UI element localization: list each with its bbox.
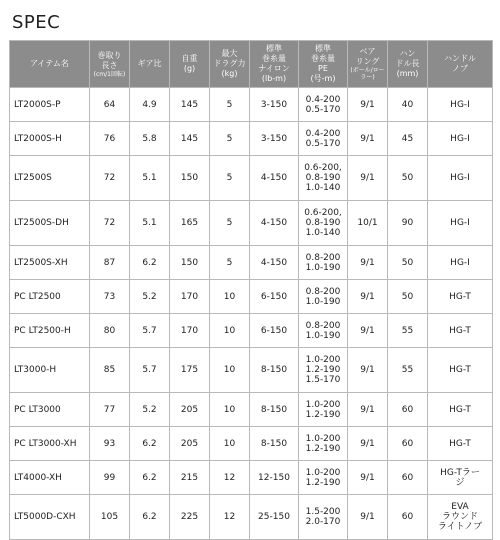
header-text: (kg) (221, 69, 238, 78)
gear-ratio-cell: 6.2 (130, 495, 170, 540)
pe-cell (299, 156, 348, 201)
handle-length-cell: 60 (388, 495, 428, 540)
header-unit: (ボール/ローラー) (350, 67, 385, 81)
cell-line: 0.5-170 (305, 104, 341, 115)
handle-length-cell: 50 (388, 246, 428, 280)
bearing-cell: 9/1 (348, 393, 388, 427)
retrieve-cell: 80 (90, 314, 130, 348)
nylon-cell: 8-150 (250, 393, 299, 427)
knob-cell (428, 201, 493, 246)
header-text: ハンドル (444, 54, 476, 63)
cell-line: 0.6-200, (304, 163, 342, 173)
bearing-cell: 9/1 (348, 122, 388, 156)
bearing-cell: 9/1 (348, 88, 388, 122)
pe-cell (299, 495, 348, 540)
bearing-cell: 9/1 (348, 461, 388, 495)
header-weight (170, 41, 210, 88)
item-name-cell: PC LT3000-XH (10, 427, 90, 461)
weight-cell: 205 (170, 393, 210, 427)
table-row (10, 393, 493, 427)
cell-line: 1.0-200 (305, 355, 341, 365)
header-handle-knob (428, 41, 493, 88)
drag-cell: 12 (210, 461, 250, 495)
drag-cell: 5 (210, 88, 250, 122)
cell-line: 1.0-200 (305, 399, 341, 410)
retrieve-cell: 99 (90, 461, 130, 495)
gear-ratio-cell: 5.2 (130, 280, 170, 314)
header-text: ドル長 (395, 59, 420, 68)
table-row (10, 88, 493, 122)
spec-body (10, 88, 493, 540)
header-text: 最大 (221, 49, 238, 58)
knob-cell (428, 280, 493, 314)
cell-line: 0.4-200 (305, 94, 341, 105)
cell-line: 1.0-190 (305, 296, 341, 307)
bearing-cell: 9/1 (348, 348, 388, 393)
header-text: (号-m) (310, 74, 336, 83)
header-text: (g) (183, 64, 196, 73)
nylon-cell: 6-150 (250, 314, 299, 348)
header-pe-capacity (299, 41, 348, 88)
header-text: ギア比 (137, 59, 162, 68)
header-text: 標準 (315, 44, 331, 53)
cell-line: 0.8-190 (305, 218, 341, 228)
item-name-cell: LT5000D-CXH (10, 495, 90, 540)
cell-line: HG-I (450, 218, 470, 228)
header-nylon-capacity (250, 41, 299, 88)
drag-cell: 10 (210, 314, 250, 348)
handle-length-cell: 50 (388, 156, 428, 201)
knob-cell (428, 393, 493, 427)
header-text: ナイロン (258, 64, 290, 73)
cell-line: HG-I (450, 133, 470, 144)
cell-line: 1.0-200 (305, 467, 341, 478)
retrieve-cell: 72 (90, 156, 130, 201)
cell-line: 1.0-190 (305, 262, 341, 273)
pe-cell (299, 461, 348, 495)
weight-cell: 150 (170, 246, 210, 280)
drag-cell: 10 (210, 427, 250, 461)
table-row (10, 201, 493, 246)
drag-cell: 10 (210, 280, 250, 314)
spec-table (9, 40, 493, 540)
nylon-cell: 3-150 (250, 88, 299, 122)
knob-cell (428, 495, 493, 540)
header-item-name (10, 41, 90, 88)
handle-length-cell: 60 (388, 427, 428, 461)
header-text: アイテム名 (30, 59, 69, 68)
item-name-cell: PC LT2500-H (10, 314, 90, 348)
nylon-cell: 8-150 (250, 427, 299, 461)
handle-length-cell: 55 (388, 314, 428, 348)
cell-line: HG-T (449, 291, 471, 302)
gear-ratio-cell: 5.7 (130, 348, 170, 393)
table-row (10, 427, 493, 461)
cell-line: HG-T (449, 325, 471, 336)
gear-ratio-cell: 5.8 (130, 122, 170, 156)
retrieve-cell: 76 (90, 122, 130, 156)
cell-line: 1.2-190 (305, 365, 341, 375)
gear-ratio-cell: 6.2 (130, 461, 170, 495)
cell-line: 0.6-200, (304, 208, 342, 218)
bearing-cell: 9/1 (348, 280, 388, 314)
header-retrieve-length (90, 41, 130, 88)
retrieve-cell: 77 (90, 393, 130, 427)
handle-length-cell: 60 (388, 393, 428, 427)
gear-ratio-cell: 5.1 (130, 201, 170, 246)
retrieve-cell: 105 (90, 495, 130, 540)
cell-line: 1.2-190 (305, 409, 341, 420)
pe-cell (299, 201, 348, 246)
pe-cell (299, 393, 348, 427)
header-text: ドラグ力 (213, 59, 246, 68)
handle-length-cell: 90 (388, 201, 428, 246)
retrieve-cell: 87 (90, 246, 130, 280)
header-text: 長さ (101, 60, 118, 70)
weight-cell: 205 (170, 427, 210, 461)
header-text: 巻糸量 (262, 54, 286, 63)
cell-line: ライトノブ (437, 522, 483, 532)
pe-cell (299, 314, 348, 348)
nylon-cell: 25-150 (250, 495, 299, 540)
cell-line: HG-T (449, 438, 471, 449)
bearing-cell: 9/1 (348, 314, 388, 348)
header-row (10, 41, 493, 88)
gear-ratio-cell: 5.1 (130, 156, 170, 201)
cell-line: 1.5-170 (305, 375, 341, 385)
cell-line: 0.4-200 (305, 128, 341, 139)
handle-length-cell: 60 (388, 461, 428, 495)
cell-line: HG-T (449, 404, 471, 415)
item-name-cell: LT2000S-H (10, 122, 90, 156)
gear-ratio-cell: 6.2 (130, 246, 170, 280)
item-name-cell: LT4000-XH (10, 461, 90, 495)
pe-cell (299, 348, 348, 393)
bearing-cell: 9/1 (348, 427, 388, 461)
nylon-cell: 4-150 (250, 156, 299, 201)
gear-ratio-cell: 4.9 (130, 88, 170, 122)
item-name-cell: LT3000-H (10, 348, 90, 393)
cell-line: 1.0-190 (305, 330, 341, 341)
cell-line: 1.2-190 (305, 443, 341, 454)
pe-cell (299, 88, 348, 122)
gear-ratio-cell: 5.2 (130, 393, 170, 427)
drag-cell: 10 (210, 348, 250, 393)
nylon-cell: 4-150 (250, 246, 299, 280)
weight-cell: 225 (170, 495, 210, 540)
nylon-cell: 6-150 (250, 280, 299, 314)
item-name-cell: LT2500S-DH (10, 201, 90, 246)
cell-line: HG-Tラー (440, 467, 480, 478)
retrieve-cell: 85 (90, 348, 130, 393)
knob-cell (428, 246, 493, 280)
bearing-cell: 10/1 (348, 201, 388, 246)
header-bearing (348, 41, 388, 88)
header-text: 自重 (181, 54, 198, 63)
knob-cell (428, 314, 493, 348)
knob-cell (428, 122, 493, 156)
cell-line: 1.5-200 (305, 507, 341, 517)
cell-line: 0.8-190 (305, 173, 341, 183)
handle-length-cell: 50 (388, 280, 428, 314)
weight-cell: 175 (170, 348, 210, 393)
nylon-cell: 4-150 (250, 201, 299, 246)
item-name-cell: LT2000S-P (10, 88, 90, 122)
bearing-cell: 9/1 (348, 246, 388, 280)
handle-length-cell: 55 (388, 348, 428, 393)
handle-length-cell: 40 (388, 88, 428, 122)
table-row (10, 314, 493, 348)
pe-cell (299, 280, 348, 314)
gear-ratio-cell: 6.2 (130, 427, 170, 461)
weight-cell: 170 (170, 314, 210, 348)
retrieve-cell: 72 (90, 201, 130, 246)
gear-ratio-cell: 5.7 (130, 314, 170, 348)
header-text: ベア (359, 47, 376, 56)
bearing-cell: 9/1 (348, 495, 388, 540)
header-text: ノブ (452, 64, 468, 73)
cell-line: 1.2-190 (305, 477, 341, 488)
pe-cell (299, 246, 348, 280)
cell-line: 0.8-200 (305, 252, 341, 263)
header-text: 標準 (266, 44, 282, 53)
table-row (10, 280, 493, 314)
header-text: (mm) (396, 69, 419, 78)
nylon-cell: 12-150 (250, 461, 299, 495)
cell-line: HG-T (449, 365, 471, 375)
weight-cell: 165 (170, 201, 210, 246)
cell-line: 0.8-200 (305, 320, 341, 331)
pe-cell (299, 427, 348, 461)
header-text: PE (318, 64, 328, 73)
table-row (10, 156, 493, 201)
knob-cell (428, 156, 493, 201)
table-row (10, 348, 493, 393)
cell-line: 1.0-140 (305, 183, 341, 193)
retrieve-cell: 93 (90, 427, 130, 461)
knob-cell (428, 348, 493, 393)
bearing-cell: 9/1 (348, 156, 388, 201)
knob-cell (428, 427, 493, 461)
drag-cell: 5 (210, 122, 250, 156)
header-max-drag (210, 41, 250, 88)
weight-cell: 150 (170, 156, 210, 201)
knob-cell (428, 461, 493, 495)
weight-cell: 170 (170, 280, 210, 314)
drag-cell: 5 (210, 246, 250, 280)
item-name-cell: LT2500S (10, 156, 90, 201)
item-name-cell: PC LT3000 (10, 393, 90, 427)
pe-cell (299, 122, 348, 156)
header-gear-ratio (130, 41, 170, 88)
header-handle-length (388, 41, 428, 88)
table-row (10, 246, 493, 280)
cell-line: EVA (451, 502, 469, 512)
header-unit: (cm/1回転) (93, 70, 126, 78)
header-text: 巻糸量 (311, 54, 335, 63)
cell-line: 0.8-200 (305, 286, 341, 297)
cell-line: HG-I (450, 257, 470, 268)
header-text: (lb-m) (261, 74, 287, 83)
cell-line: 0.5-170 (305, 138, 341, 149)
nylon-cell: 8-150 (250, 348, 299, 393)
cell-line: 2.0-170 (305, 517, 341, 527)
item-name-cell: PC LT2500 (10, 280, 90, 314)
cell-line: HG-I (450, 173, 470, 183)
weight-cell: 145 (170, 88, 210, 122)
header-text: ハン (399, 49, 416, 58)
retrieve-cell: 73 (90, 280, 130, 314)
weight-cell: 145 (170, 122, 210, 156)
drag-cell: 5 (210, 201, 250, 246)
drag-cell: 10 (210, 393, 250, 427)
drag-cell: 12 (210, 495, 250, 540)
handle-length-cell: 45 (388, 122, 428, 156)
header-text: 巻取り (97, 50, 122, 60)
cell-line: HG-I (450, 99, 470, 110)
cell-line: ラウンド (441, 512, 478, 522)
weight-cell: 215 (170, 461, 210, 495)
table-row (10, 461, 493, 495)
retrieve-cell: 64 (90, 88, 130, 122)
drag-cell: 5 (210, 156, 250, 201)
nylon-cell: 3-150 (250, 122, 299, 156)
table-row (10, 495, 493, 540)
spec-title: SPEC (12, 12, 61, 33)
cell-line: 1.0-140 (305, 228, 341, 238)
cell-line: 1.0-200 (305, 433, 341, 444)
knob-cell (428, 88, 493, 122)
table-row (10, 122, 493, 156)
cell-line: ジ (455, 477, 465, 488)
header-text: リング (355, 57, 380, 66)
item-name-cell: LT2500S-XH (10, 246, 90, 280)
